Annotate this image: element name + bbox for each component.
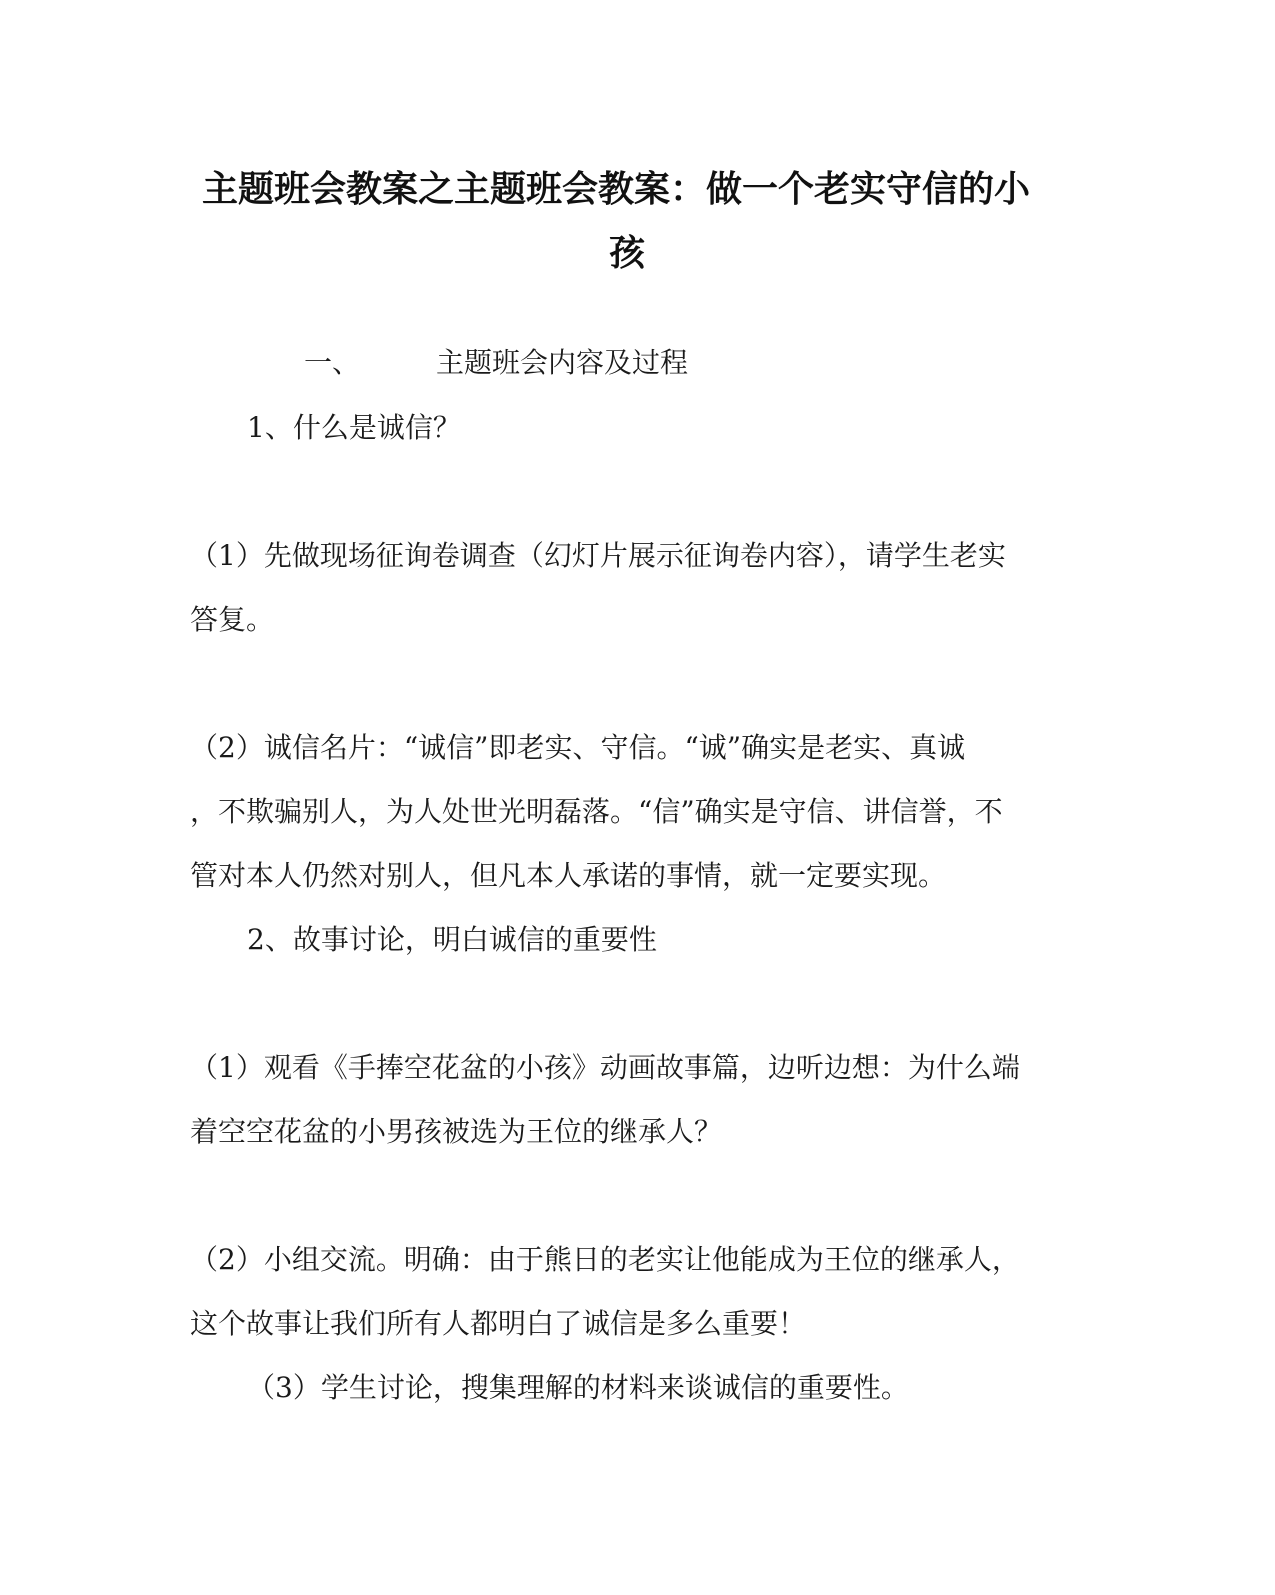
item1-paragraph1-line1: （1）先做现场征询卷调查（幻灯片展示征询卷内容），请学生老实 xyxy=(190,539,1006,572)
item1-heading: 1、什么是诚信？ xyxy=(247,411,461,444)
item2-paragraph1-line1: （1）观看《手捧空花盆的小孩》动画故事篇，边听边想：为什么端 xyxy=(190,1051,1020,1084)
document-title-line-2: 孩 xyxy=(609,233,646,274)
item1-paragraph1-line2: 答复。 xyxy=(190,603,275,636)
document-title-line-1: 主题班会教案之主题班会教案：做一个老实守信的小 xyxy=(202,169,1031,210)
item2-paragraph2-line2: 这个故事让我们所有人都明白了诚信是多么重要！ xyxy=(190,1307,807,1340)
item2-paragraph2-line1: （2）小组交流。明确：由于熊日的老实让他能成为王位的继承人， xyxy=(190,1243,1020,1276)
item2-paragraph3: （3）学生讨论，搜集理解的材料来谈诚信的重要性。 xyxy=(247,1371,909,1404)
item2-heading: 2、故事讨论，明白诚信的重要性 xyxy=(247,923,657,956)
item1-paragraph2-line2: ，不欺骗别人，为人处世光明磊落。“信”确实是守信、讲信誉，不 xyxy=(190,795,1003,828)
item2-paragraph1-line2: 着空空花盆的小男孩被选为王位的继承人？ xyxy=(190,1115,723,1148)
section-heading: 主题班会内容及过程 xyxy=(436,346,689,379)
section-number: 一、 xyxy=(304,346,361,379)
item1-paragraph2-line3: 管对本人仍然对别人，但凡本人承诺的事情，就一定要实现。 xyxy=(190,859,947,892)
item1-paragraph2-line1: （2）诚信名片：“诚信”即老实、守信。“诚”确实是老实、真诚 xyxy=(190,731,966,764)
